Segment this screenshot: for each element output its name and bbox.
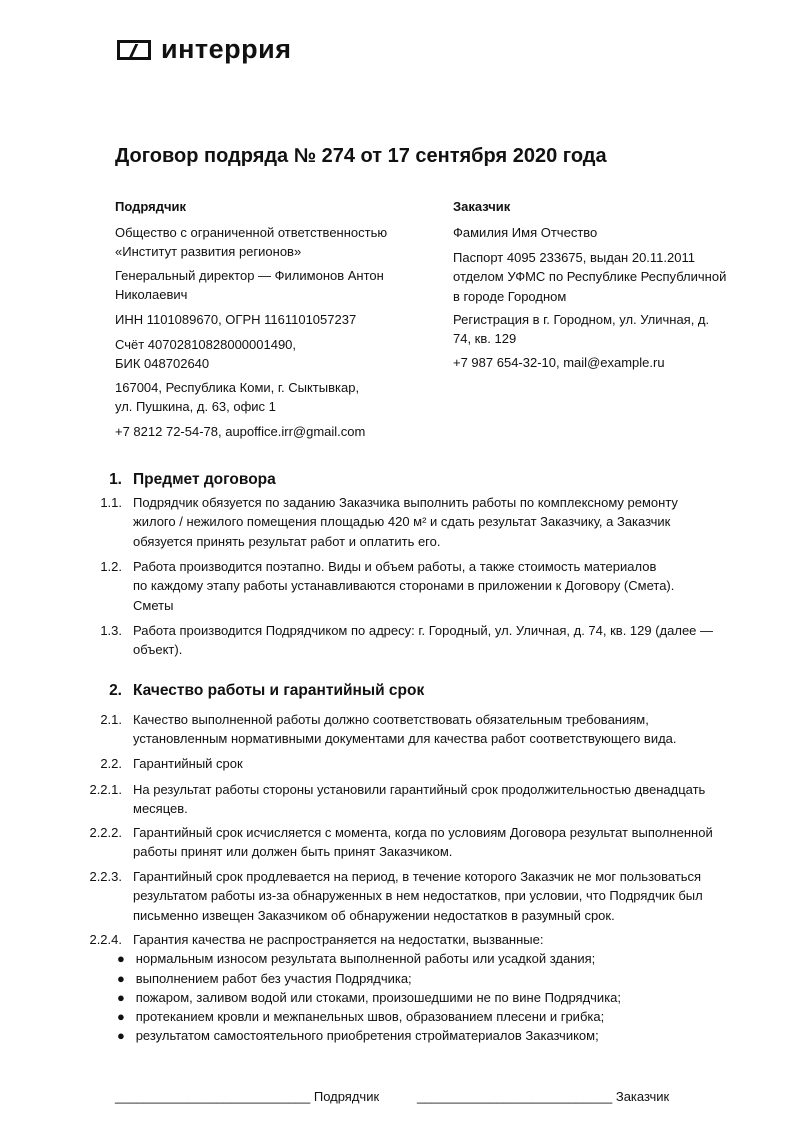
bullet-list-item: ● нормальным износом результата выполненной работы или усадкой здания; (117, 951, 596, 966)
customer-signature (417, 1089, 669, 1104)
item-text: На результат работы стороны установили гарантийный срок продолжительностью двенадцать месяцев. (133, 782, 706, 817)
section-title: Качество работы и гарантийный срок (133, 682, 425, 699)
section-number: 1. (109, 471, 122, 488)
item-text: Гарантийный срок продлевается на период, в течение которого Заказчик не мог пользоваться результатом работы из-за обнаруженных в нем недостатков, при условии, что Подрядчик был письменно извещен Заказчиком об обнаружении недостатков в разумный срок. (133, 869, 703, 923)
bullet-text: выполнением работ без участия Подрядчика; (135, 971, 412, 986)
customer-line: Паспорт 4095 233675, выдан 20.11.2011 отделом УФМС по Республике Республичной в городе Городном (453, 250, 727, 304)
item-number: 2.2.3. (89, 869, 122, 884)
customer-heading: Заказчик (453, 199, 511, 214)
customer-line: Фамилия Имя Отчество (453, 225, 598, 240)
item-number: 2.2.2. (89, 825, 122, 840)
logo-mark-icon (117, 40, 151, 60)
signature-line: ___________________________ (417, 1089, 613, 1104)
contractor-line: +7 8212 72-54-78, aupoffice.irr@gmail.com (115, 424, 366, 439)
section-number: 2. (109, 682, 122, 699)
contractor-heading: Подрядчик (115, 199, 187, 214)
item-number: 2.2. (100, 756, 122, 771)
logo-text: интеррия (161, 34, 292, 64)
bullet-text: нормальным износом результата выполненной работы или усадкой здания; (135, 951, 596, 966)
item-text: Качество выполненной работы должно соответствовать обязательным требованиям, установленным нормативными документами для качества работ соответствующего вида. (133, 712, 677, 747)
item-number: 1.2. (100, 559, 122, 574)
bullet-text: протеканием кровли и межпанельных швов, образованием плесени и грибка; (135, 1009, 605, 1024)
bullet-list-item: ● протеканием кровли и межпанельных швов, образованием плесени и грибка; (117, 1009, 605, 1024)
contractor-signature (115, 1089, 379, 1104)
item-text: Работа производится поэтапно. Виды и объем работы, а также стоимость материалов по каждому этапу работы устанавливаются сторонами в приложении к Договору (Смета). Сметы (133, 559, 675, 613)
item-text: Подрядчик обязуется по заданию Заказчика выполнить работы по комплексному ремонту жилого / нежилого помещения площадью 420 м² и сдать результат Заказчику, а Заказчик обязуется принять результат работ и оплатить его. (133, 495, 678, 549)
item-text: Гарантийный срок (133, 756, 243, 771)
signature-label: Подрядчик (313, 1089, 380, 1104)
contractor-line: Генеральный директор — Филимонов Антон Николаевич (115, 268, 384, 303)
item-number: 2.2.1. (89, 782, 122, 797)
item-number: 1.3. (100, 623, 122, 638)
signature-label: Заказчик (615, 1089, 670, 1104)
contractor-line: 167004, Республика Коми, г. Сыктывкар, ул. Пушкина, д. 63, офис 1 (115, 380, 360, 415)
bullet-text: результатом самостоятельного приобретения стройматериалов Заказчиком; (135, 1028, 599, 1043)
signature-line: ___________________________ (115, 1089, 311, 1104)
item-text: Гарантийный срок исчисляется с момента, когда по условиям Договора результат выполненной работы принят или должен быть принят Заказчиком. (133, 825, 713, 860)
customer-line: +7 987 654-32-10, mail@example.ru (453, 355, 665, 370)
bullet-list-item: ● выполнением работ без участия Подрядчика; (117, 971, 412, 986)
contractor-line: Общество с ограниченной ответственностью «Институт развития регионов» (115, 225, 388, 260)
bullet-list-item: ● результатом самостоятельного приобретения стройматериалов Заказчиком; (117, 1028, 599, 1043)
logo (117, 34, 291, 65)
item-text: Работа производится Подрядчиком по адресу: г. Городный, ул. Уличная, д. 74, кв. 129 (далее — объект). (133, 623, 714, 658)
item-number: 2.2.4. (89, 932, 122, 947)
contractor-line: Счёт 40702810828000001490, БИК 048702640 (115, 337, 297, 372)
customer-line: Регистрация в г. Городном, ул. Уличная, д. 74, кв. 129 (453, 312, 710, 347)
item-number: 2.1. (100, 712, 122, 727)
item-number: 1.1. (100, 495, 122, 510)
contractor-line: ИНН 1101089670, ОГРН 1161101057237 (115, 312, 357, 327)
bullet-text: пожаром, заливом водой или стоками, произошедшими не по вине Подрядчика; (135, 990, 622, 1005)
section-title: Предмет договора (133, 471, 276, 488)
item-text: Гарантия качества не распространяется на недостатки, вызванные: (133, 932, 544, 947)
bullet-list-item: ● пожаром, заливом водой или стоками, произошедшими не по вине Подрядчика; (117, 990, 622, 1005)
page-title: Договор подряда № 274 от 17 сентября 2020 года (115, 145, 607, 167)
